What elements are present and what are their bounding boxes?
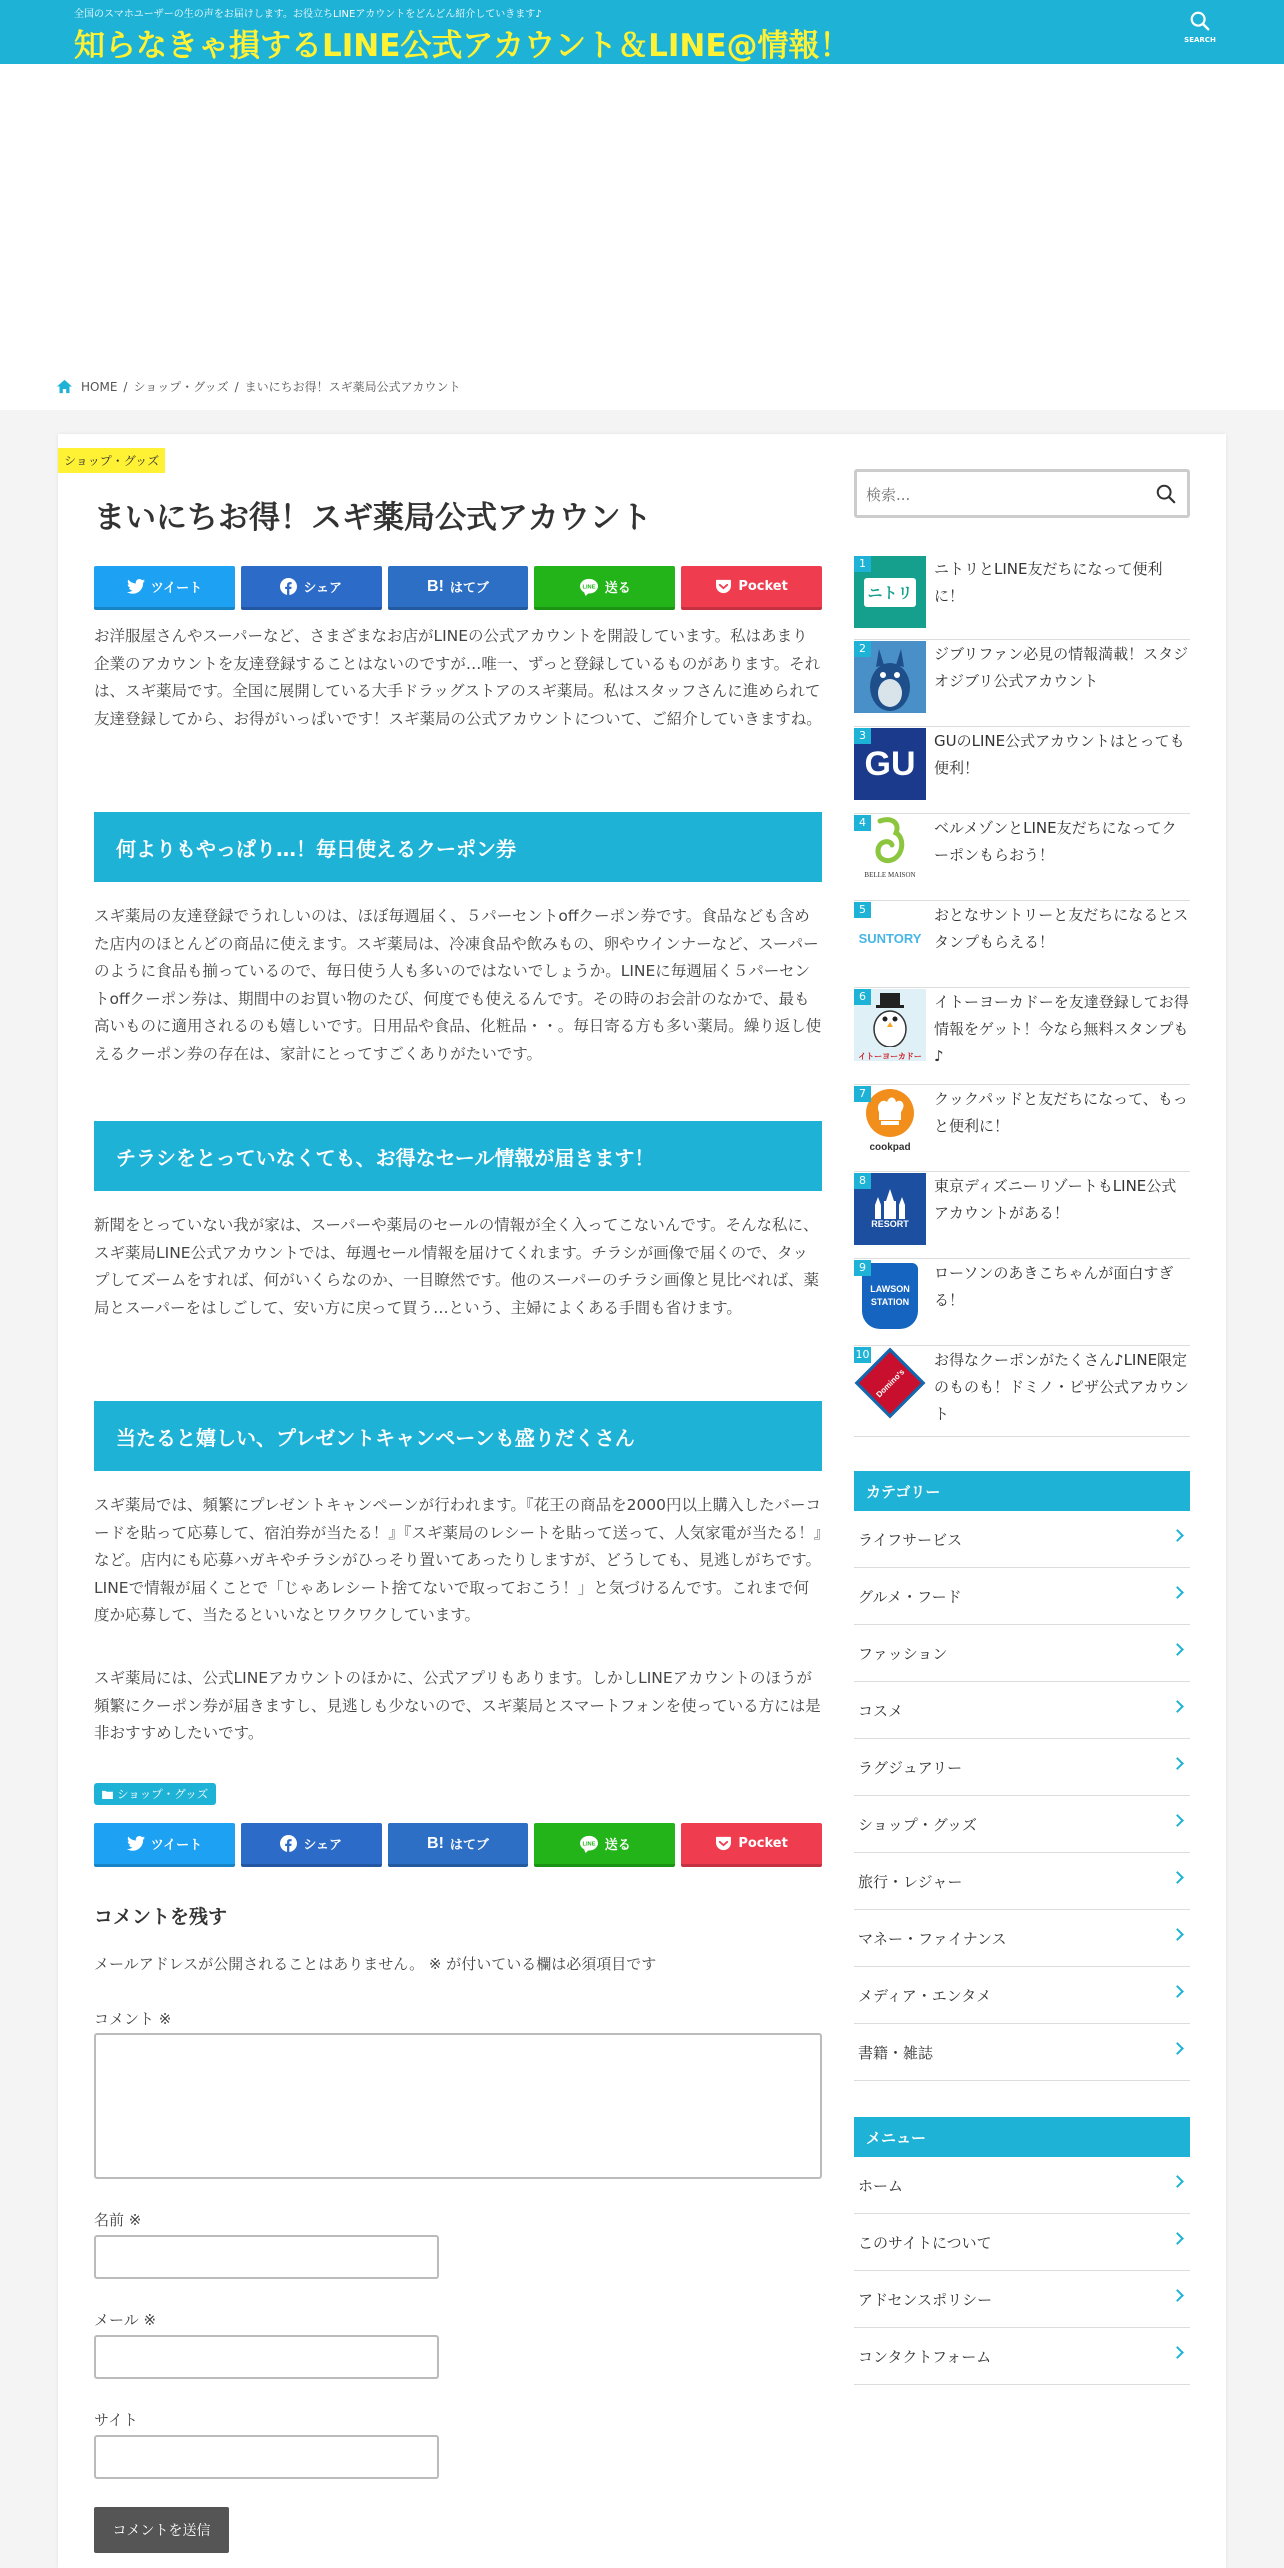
ranking-title: 東京ディズニーリゾートもLINE公式アカウントがある！ [934, 1177, 1177, 1222]
section-heading-sale: チラシをとっていなくても、お得なセール情報が届きます！ [94, 1121, 822, 1191]
rank-number: 6 [854, 989, 871, 1005]
site-label: サイト [94, 2411, 138, 2429]
category-item[interactable] [854, 1625, 1190, 1682]
twitter-icon [127, 579, 145, 594]
article-category-label[interactable]: ショップ・グッズ [58, 448, 165, 473]
chevron-right-icon [1171, 1586, 1184, 1599]
ranking-item[interactable] [854, 902, 1190, 988]
chevron-right-icon [1171, 2175, 1184, 2188]
menu-item[interactable] [854, 2271, 1190, 2328]
category-label: 旅行・レジャー [858, 1872, 963, 1891]
chevron-right-icon [1171, 2289, 1184, 2302]
breadcrumb-current: まいにちお得！スギ薬局公式アカウント [244, 380, 461, 394]
hatena-icon: B! [427, 577, 444, 595]
breadcrumb [56, 378, 461, 395]
category-item[interactable] [854, 2024, 1190, 2081]
share-buttons-top [94, 566, 822, 610]
ranking-item[interactable] [854, 989, 1190, 1085]
tweet-button[interactable] [94, 1823, 235, 1867]
section-text-campaign: スギ薬局では、頻繁にプレゼントキャンペーンが行われます。『花王の商品を2000円以上購入したバーコードを貼って応募して、宿泊券が当たる！』『スギ薬局のレシートを貼って送って、人気家電が当たる！』など。店内にも応募ハガキやチラシがひっそり置いてあったりしますが、どうしても、見逃しがちです。LINEで情報が届くことで「じゃあレシート捨てないで取っておこう！」と気づけるんです。これまで何度か応募して、当たるといいなとワクワクしています。 [94, 1496, 822, 1624]
ranking-item[interactable] [854, 1173, 1190, 1259]
lawson-logo-text: LAWSON STATION [870, 1284, 910, 1307]
svg-text:LINE: LINE [582, 1841, 596, 1848]
submit-comment-button[interactable]: コメントを送信 [94, 2507, 229, 2553]
chevron-right-icon [1171, 1928, 1184, 1941]
rank-number: 2 [854, 641, 871, 657]
hatena-icon: B! [427, 1834, 444, 1852]
line-label: 送る [604, 1838, 631, 1853]
rank-number: 3 [854, 728, 871, 744]
category-item[interactable] [854, 1967, 1190, 2024]
dominos-logo-text: Domino's [874, 1367, 906, 1399]
section-heading-campaign: 当たると嬉しい、プレゼントキャンペーンも盛りだくさん [94, 1401, 822, 1471]
ranking-title: ローソンのあきこちゃんが面白すぎる！ [934, 1264, 1174, 1309]
sidebar-search-input[interactable] [854, 469, 1190, 518]
svg-text:LINE: LINE [582, 584, 596, 591]
menu-item[interactable] [854, 2214, 1190, 2271]
email-label: メール ※ [94, 2311, 157, 2329]
menu-label: アドセンスポリシー [858, 2290, 993, 2309]
hatena-label: はてブ [449, 1838, 489, 1853]
site-title[interactable]: 知らなきゃ損するLINE公式アカウント＆LINE@情報！ [74, 28, 851, 64]
menu-item[interactable] [854, 2157, 1190, 2214]
ranking-title: GUのLINE公式アカウントはとっても便利！ [934, 732, 1185, 777]
category-label: メディア・エンタメ [858, 1986, 992, 2005]
tweet-label: ツイート [150, 581, 203, 596]
pocket-icon [715, 579, 732, 594]
folder-icon [102, 1790, 113, 1799]
rank-number: 8 [854, 1173, 871, 1189]
category-label: コスメ [858, 1701, 904, 1720]
hatena-bookmark-button[interactable] [388, 566, 529, 610]
ranking-item[interactable] [854, 556, 1190, 640]
chevron-right-icon [1171, 1814, 1184, 1827]
facebook-label: シェア [303, 581, 343, 596]
search-placeholder: 検索... [866, 486, 911, 504]
ranking-title: ニトリとLINE友だちになって便利に！ [934, 560, 1163, 605]
email-input[interactable] [94, 2335, 439, 2379]
pocket-label: Pocket [738, 579, 788, 594]
facebook-share-button[interactable] [241, 1823, 382, 1867]
category-item[interactable] [854, 1910, 1190, 1967]
categories-widget-title: カテゴリー [854, 1471, 1190, 1511]
tweet-label: ツイート [150, 1838, 203, 1853]
tweet-button[interactable] [94, 566, 235, 610]
pocket-label: Pocket [738, 1836, 788, 1851]
article-tag-chip[interactable] [94, 1783, 216, 1805]
chevron-right-icon [1171, 1985, 1184, 1998]
ranking-title: イトーヨーカドーを友達登録してお得情報をゲット！今なら無料スタンプも♪ [934, 993, 1189, 1065]
cookpad-logo-text: cookpad [869, 1142, 911, 1153]
comment-textarea[interactable] [94, 2033, 822, 2179]
rank-number: 10 [855, 1348, 870, 1361]
breadcrumb-separator: / [234, 379, 239, 394]
site-input[interactable] [94, 2435, 439, 2479]
chevron-right-icon [1171, 2346, 1184, 2359]
bellemaison-b-icon [870, 815, 910, 871]
section-text-app: スギ薬局には、公式LINEアカウントのほかに、公式アプリもあります。しかしLINEアカウントのほうが頻繁にクーポン券が届きますし、見逃しも少ないので、スギ薬局とスマートフォンを使っている方には是非おすすめしたいです。 [94, 1669, 821, 1742]
facebook-label: シェア [303, 1838, 343, 1853]
ranking-item[interactable] [854, 815, 1190, 901]
ranking-item[interactable] [854, 1347, 1190, 1437]
comment-heading: コメントを残す [94, 1906, 228, 1928]
category-label: ライフサービス [858, 1530, 963, 1549]
category-label: 書籍・雑誌 [858, 2043, 934, 2062]
castle-icon [870, 1189, 910, 1219]
ranking-item[interactable] [854, 1260, 1190, 1346]
line-send-button[interactable] [534, 566, 675, 610]
menu-label: コンタクトフォーム [858, 2347, 992, 2366]
breadcrumb-category[interactable]: ショップ・グッズ [133, 380, 229, 394]
rank-number: 5 [854, 902, 871, 918]
chevron-right-icon [1171, 1871, 1184, 1884]
category-label: グルメ・フード [858, 1587, 962, 1606]
site-header [0, 0, 1284, 64]
header-search-button[interactable] [1180, 10, 1220, 56]
home-icon[interactable] [56, 379, 73, 394]
name-label: 名前 ※ [94, 2211, 142, 2229]
menu-widget-title: メニュー [854, 2117, 1190, 2157]
comment-label: コメント ※ [94, 2010, 172, 2028]
menu-label: ホーム [858, 2176, 904, 2195]
ad-space [0, 64, 1284, 370]
suntory-logo: SUNTORY [858, 930, 922, 946]
line-send-button[interactable] [534, 1823, 675, 1867]
category-label: ショップ・グッズ [858, 1815, 977, 1834]
nitori-logo: ニトリ [864, 578, 915, 607]
category-item[interactable] [854, 1853, 1190, 1910]
rank-number: 7 [854, 1086, 871, 1102]
facebook-share-button[interactable] [241, 566, 382, 610]
ranking-item[interactable] [854, 728, 1190, 814]
chevron-right-icon [1171, 2042, 1184, 2055]
article-intro: お洋服屋さんやスーパーなど、さまざまなお店がLINEの公式アカウントを開設しています。私はあまり企業のアカウントを友達登録することはないのですが…唯一、ずっと登録しているものがあります。それは、スギ薬局です。全国に展開している大手ドラッグストアのスギ薬局。私はスタッフさんに進められて友達登録してから、お得がいっぱいです！スギ薬局の公式アカウントについて、ご紹介していきますね。 [94, 627, 822, 728]
menu-label: このサイトについて [858, 2233, 992, 2252]
rank-number: 4 [854, 815, 871, 831]
bellemaison-logo-text: BELLE MAISON [864, 871, 916, 879]
search-icon [1189, 10, 1211, 32]
line-label: 送る [604, 581, 631, 596]
chevron-right-icon [1171, 1643, 1184, 1656]
facebook-icon [280, 578, 297, 595]
ranking-item[interactable] [854, 1086, 1190, 1172]
search-label: SEARCH [1184, 36, 1216, 44]
line-icon [579, 1835, 599, 1853]
section-text-coupon: スギ薬局の友達登録でうれしいのは、ほぼ毎週届く、５パーセントoffクーポン券です。食品なども含めた店内のほとんどの商品に使えます。スギ薬局は、冷凍食品や飲みもの、卵やウインナーなど、スーパーのように食品も揃っているので、毎日使う人も多いのではないでしょうか。LINEに毎週届く５パーセントoffクーポン券は、期間中のお買い物のたび、何度でも使えるんです。その時のお会計のなかで、最も高いものに適用されるのも嬉しいです。日用品や食品、化粧品・・。毎日寄る方も多い薬局。繰り返し使えるクーポン券の存在は、家計にとってすごくありがたいです。 [94, 907, 822, 1063]
ranking-title: ベルメゾンとLINE友だちになってクーポンもらおう！ [934, 819, 1177, 864]
category-item[interactable] [854, 1682, 1190, 1739]
comment-notice: メールアドレスが公開されることはありません。 ※ が付いている欄は必須項目です [94, 1955, 657, 1973]
site-tagline: 全国のスマホユーザーの生の声をお届けします。お役立ちLINEアカウントをどんどん紹介していきます♪ [74, 9, 542, 20]
hatena-bookmark-button[interactable] [388, 1823, 529, 1867]
chevron-right-icon [1171, 1700, 1184, 1713]
category-label: マネー・ファイナンス [858, 1929, 1007, 1948]
page-title: まいにちお得！スギ薬局公式アカウント [94, 500, 652, 536]
chevron-right-icon [1171, 1757, 1184, 1770]
chef-hat-icon [865, 1086, 915, 1140]
search-icon[interactable] [1155, 483, 1177, 505]
facebook-icon [280, 1835, 297, 1852]
ranking-item[interactable] [854, 641, 1190, 727]
itoyokado-logo-text: イトーヨーカドー [858, 1052, 922, 1061]
breadcrumb-home[interactable]: HOME [81, 379, 118, 394]
ranking-title: お得なクーポンがたくさん♪LINE限定のものも！ドミノ・ピザ公式アカウント [934, 1351, 1189, 1423]
chevron-right-icon [1171, 1529, 1184, 1542]
gu-logo: GU [864, 744, 916, 783]
share-buttons-bottom [94, 1823, 822, 1867]
category-label: ファッション [858, 1644, 948, 1663]
chevron-right-icon [1171, 2232, 1184, 2245]
breadcrumb-separator: / [123, 379, 128, 394]
ranking-title: ジブリファン必見の情報満載！スタジオジブリ公式アカウント [934, 645, 1189, 690]
disney-logo-text: RESORT [871, 1219, 909, 1229]
category-item[interactable] [854, 1568, 1190, 1625]
menu-item[interactable] [854, 2328, 1190, 2385]
article-tag-label: ショップ・グッズ [117, 1787, 209, 1801]
category-item[interactable] [854, 1739, 1190, 1796]
section-heading-coupon: 何よりもやっぱり…！毎日使えるクーポン券 [94, 812, 822, 882]
pocket-icon [715, 1836, 732, 1851]
category-label: ラグジュアリー [858, 1758, 963, 1777]
category-item[interactable] [854, 1796, 1190, 1853]
ranking-title: おとなサントリーと友だちになるとスタンプもらえる！ [934, 906, 1189, 951]
pocket-button[interactable] [681, 566, 822, 610]
rank-number: 9 [854, 1260, 871, 1276]
hatena-label: はてブ [449, 581, 489, 596]
pocket-button[interactable] [681, 1823, 822, 1867]
category-item[interactable] [854, 1511, 1190, 1568]
name-input[interactable] [94, 2235, 439, 2279]
ranking-title: クックパッドと友だちになって、もっと便利に！ [934, 1090, 1188, 1135]
rank-number: 1 [854, 556, 871, 572]
section-text-sale: 新聞をとっていない我が家は、スーパーや薬局のセールの情報が全く入ってこないんです。そんな私に、スギ薬局LINE公式アカウントでは、毎週セール情報を届けてくれます。チラシが画像で届くので、タップしてズームをすれば、何がいくらなのか、一目瞭然です。他のスーパーのチラシ画像と見比べれば、薬局とスーパーをはしごして、安い方に戻って買う…という、主婦によくある手間も省けます。 [94, 1216, 819, 1317]
twitter-icon [127, 1836, 145, 1851]
line-icon [579, 578, 599, 596]
